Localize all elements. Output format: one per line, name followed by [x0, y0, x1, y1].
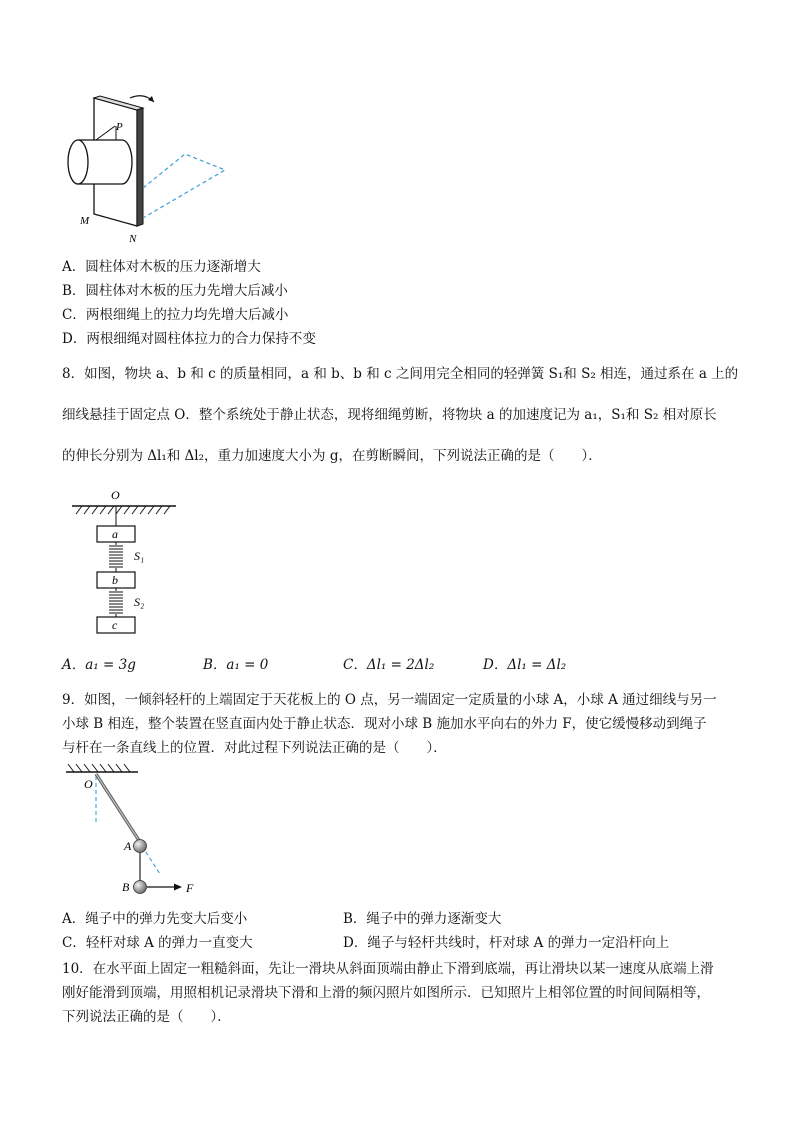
label-n: N: [129, 233, 137, 245]
q9-stem-line3: 与杆在一条直线上的位置．对此过程下列说法正确的是（ ）．: [62, 740, 447, 756]
label-o: O: [111, 488, 120, 502]
q7-option-b: B．圆柱体对木板的压力先增大后减小: [62, 283, 288, 299]
q8-option-a: A．a₁ = 3g: [62, 657, 136, 673]
q10-stem-line3: 下列说法正确的是（ ）．: [62, 1009, 231, 1025]
q10-stem-line1: 10．在水平面上固定一粗糙斜面，先让一滑块从斜面顶端由静止下滑到底端，再让滑块以某一速度从底端上滑: [62, 961, 714, 977]
q9-option-d: D．绳子与轻杆共线时，杆对球 A 的弹力一定沿杆向上: [343, 935, 670, 951]
label-b: B: [122, 880, 130, 894]
q8-stem-line3: 的伸长分别为 Δl₁和 Δl₂，重力加速度大小为 g，在剪断瞬间，下列说法正确的是（ ）．: [62, 448, 602, 464]
label-f: F: [186, 881, 194, 895]
label-s2: S₂: [134, 595, 145, 609]
q8-figure: [64, 486, 194, 636]
q9-option-c: C．轻杆对球 A 的弹力一直变大: [62, 935, 253, 951]
q9-stem-line2: 小球 B 相连，整个装置在竖直面内处于静止状态．现对小球 B 施加水平向右的外力 F，使它缓慢移动到绳子: [62, 716, 707, 732]
label-c: c: [112, 618, 118, 632]
q8-option-d: D．Δl₁ = Δl₂: [483, 657, 567, 673]
q8-stem-line1: 8．如图，物块 a、b 和 c 的质量相同，a 和 b、b 和 c 之间用完全相同的轻弹簧 S₁和 S₂ 相连，通过系在 a 上的: [62, 366, 739, 382]
q9-figure: [60, 764, 210, 904]
label-s1: S₁: [134, 549, 145, 563]
q9-option-b: B．绳子中的弹力逐渐变大: [343, 911, 502, 927]
label-a: A: [124, 839, 132, 853]
q10-stem-line2: 刚好能滑到顶端，用照相机记录滑块下滑和上滑的频闪照片如图所示．已知照片上相邻位置的时间间隔相等，: [62, 985, 710, 1001]
q9-option-a: A．绳子中的弹力先变大后变小: [62, 911, 248, 927]
q9-stem-line1: 9．如图，一倾斜轻杆的上端固定于天花板上的 O 点，另一端固定一定质量的小球 A，小球 A 通过细线与另一: [62, 692, 717, 708]
label-b: b: [112, 573, 118, 587]
label-a: a: [112, 527, 118, 541]
q7-figure: [60, 90, 240, 250]
label-o: O: [84, 777, 93, 791]
q7-option-d: D．两根细绳对圆柱体拉力的合力保持不变: [62, 331, 316, 347]
label-m: M: [80, 215, 90, 227]
q7-option-a: A．圆柱体对木板的压力逐渐增大: [62, 259, 261, 275]
q8-option-c: C．Δl₁ = 2Δl₂: [343, 657, 435, 673]
label-p: P: [116, 121, 123, 133]
q7-option-c: C．两根细绳上的拉力均先增大后减小: [62, 307, 289, 323]
q8-option-b: B．a₁ = 0: [203, 657, 269, 673]
q8-stem-line2: 细线悬挂于固定点 O．整个系统处于静止状态，现将细绳剪断，将物块 a 的加速度记为 a₁，S₁和 S₂ 相对原长: [62, 407, 717, 423]
